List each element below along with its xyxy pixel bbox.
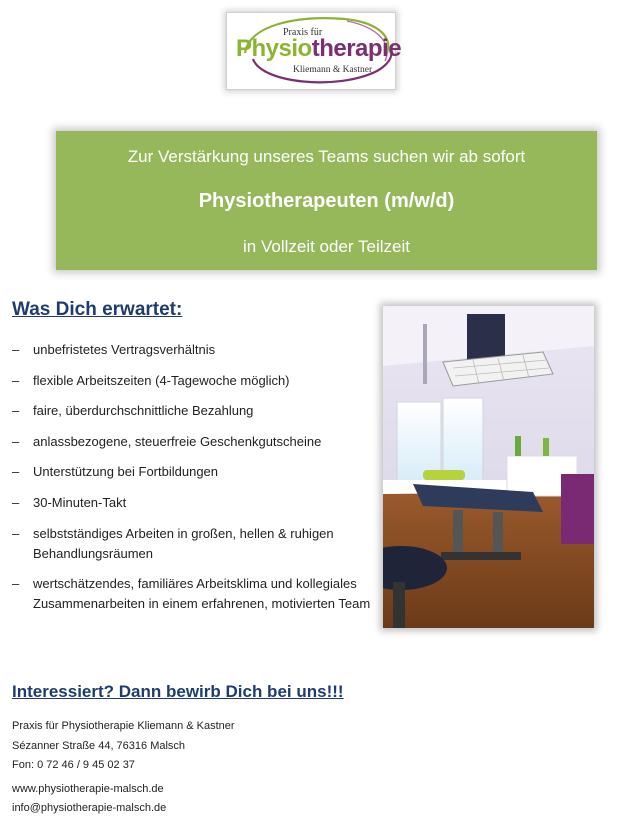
banner-employment-type: in Vollzeit oder Teilzeit — [243, 237, 410, 256]
banner-intro: Zur Verstärkung unseres Teams suchen wir ab sofort — [127, 147, 526, 166]
logo-brand-text — [236, 35, 401, 63]
benefit-item — [12, 340, 372, 360]
benefit-item — [12, 524, 372, 564]
job-banner — [56, 131, 597, 270]
dash-bullet: – — [12, 372, 20, 388]
contact-website-link[interactable]: www.physiotherapie-malsch.de — [12, 783, 164, 795]
contact-name: Praxis für Physiotherapie Kliemann & Kastner — [12, 720, 235, 732]
benefit-text: selbstständiges Arbeiten in großen, hellen & ruhigen Behandlungsräumen — [33, 525, 334, 561]
benefit-text: flexible Arbeitszeiten (4-Tagewoche möglich) — [33, 372, 290, 388]
benefit-text: 30-Minuten-Takt — [33, 494, 127, 510]
logo-brand-physio: Physio — [236, 35, 312, 62]
banner-job-title: Physiotherapeuten (m/w/d) — [198, 190, 455, 212]
benefit-text: anlassbezogene, steuerfreie Geschenkgutscheine — [33, 433, 322, 449]
benefit-text: wertschätzendes, familiäres Arbeitsklima und kollegiales Zusammenarbeiten in einem erfahrenen, motivierten Team — [33, 576, 371, 612]
benefit-item — [12, 371, 372, 391]
dash-bullet: – — [12, 342, 20, 357]
benefit-item — [12, 462, 372, 482]
contact-address: Sézanner Straße 44, 76316 Malsch — [12, 740, 186, 752]
benefit-item — [12, 432, 372, 452]
benefit-item — [12, 401, 372, 421]
benefits-list — [12, 340, 372, 625]
dash-bullet: – — [12, 433, 20, 449]
contact-phone: Fon: 0 72 46 / 9 45 02 37 — [12, 759, 135, 771]
logo-brand-therapie: therapie — [311, 35, 402, 62]
dash-bullet: – — [12, 464, 20, 480]
practice-logo — [226, 12, 402, 90]
treatment-room-photo — [383, 306, 594, 628]
benefit-item — [12, 574, 372, 614]
dash-bullet: – — [12, 525, 20, 541]
benefit-item — [12, 493, 372, 513]
contact-email-link[interactable]: info@physiotherapie-malsch.de — [12, 802, 167, 814]
application-call-to-action: Interessiert? Dann bewirb Dich bei uns!!! — [12, 682, 344, 701]
logo-praxis-text: Praxis für — [283, 27, 323, 38]
benefit-text: unbefristetes Vertragsverhältnis — [33, 342, 216, 357]
benefit-text: faire, überdurchschnittliche Bezahlung — [33, 403, 254, 419]
benefit-text: Unterstützung bei Fortbildungen — [33, 464, 219, 480]
dash-bullet: – — [12, 403, 20, 419]
dash-bullet: – — [12, 576, 20, 592]
benefits-heading: Was Dich erwartet: — [12, 299, 183, 320]
logo-names-text: Kliemann & Kastner — [293, 65, 373, 75]
dash-bullet: – — [12, 494, 20, 510]
